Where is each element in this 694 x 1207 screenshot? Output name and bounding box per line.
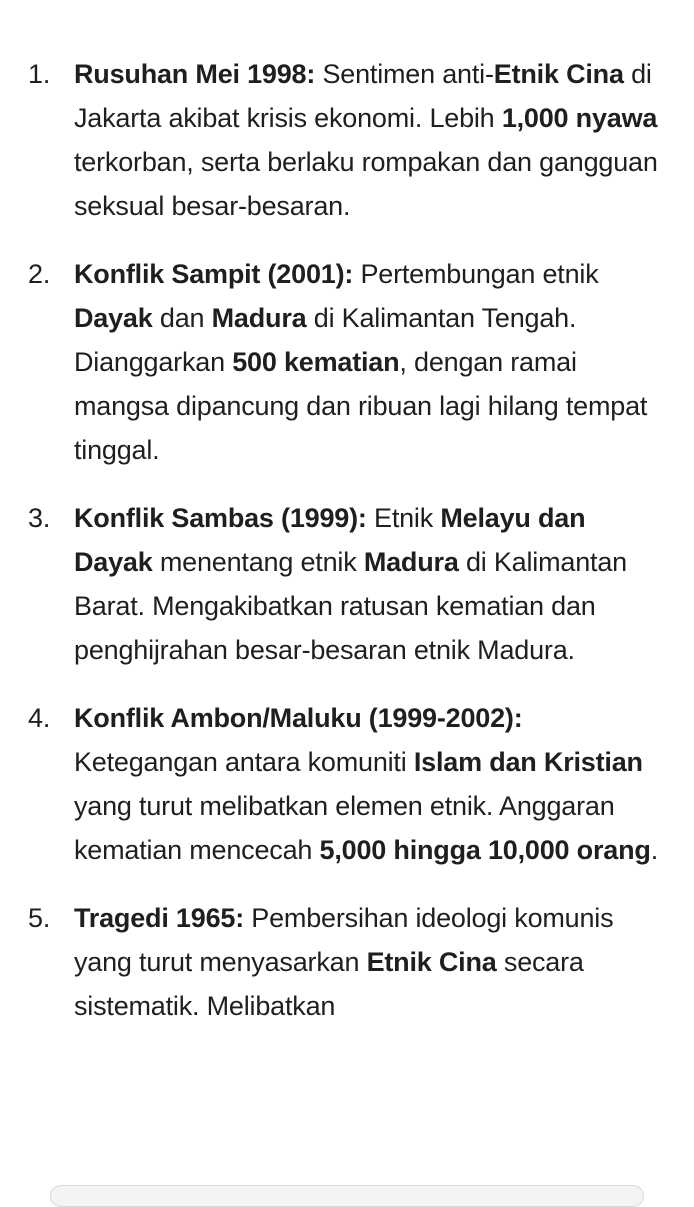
text-run: Ketegangan antara komuniti [74,747,414,777]
text-run: , dengan ramai mangsa dipancung dan ribuan lagi hilang tempat tinggal. [74,347,648,465]
list-item [0,496,694,672]
list-item [0,52,694,228]
text-run: di Kalimantan Tengah. Dianggarkan [74,303,577,377]
text-run: Pembersihan ideologi komunis yang turut menyasarkan [74,903,614,977]
list-item-text [74,903,613,1021]
bold-text: Madura [211,303,307,333]
text-run: dan [152,303,212,333]
bold-text: Etnik Cina [493,59,624,89]
list-item-number: 1. [28,59,51,89]
list-item-text [74,259,647,465]
list-item-number: 5. [28,903,51,933]
bold-text: Dayak [74,303,153,333]
numbered-list [0,52,694,1052]
text-run: menentang etnik [152,547,364,577]
text-run: Sentimen anti- [315,59,494,89]
list-item-number: 4. [28,703,51,733]
bold-text: Konflik Sambas (1999): [74,503,367,533]
bold-text: Rusuhan Mei 1998: [74,59,316,89]
bold-text: Islam dan Kristian [413,747,643,777]
list-item-text [74,503,627,665]
bold-text: Konflik Ambon/Maluku (1999-2002): [74,703,523,733]
list-item-text [74,703,658,865]
bold-text: 1,000 nyawa [501,103,658,133]
bold-text: 500 kematian [232,347,400,377]
list-item [0,252,694,472]
list-item-text [74,59,658,221]
text-run: yang turut melibatkan elemen etnik. Anggaran kematian mencecah [74,791,615,865]
list-item-number: 3. [28,503,51,533]
text-run: secara sistematik. Melibatkan [74,947,584,1021]
bold-text: Konflik Sampit (2001): [74,259,354,289]
bold-text: Madura [363,547,459,577]
list-item-number: 2. [28,259,51,289]
text-run: di Jakarta akibat krisis ekonomi. Lebih [74,59,652,133]
text-run: Etnik [366,503,441,533]
bold-text: 5,000 hingga 10,000 orang [319,835,651,865]
bold-text: Etnik Cina [366,947,497,977]
text-run: terkorban, serta berlaku rompakan dan gangguan seksual besar-besaran. [74,147,658,221]
bold-text: Tragedi 1965: [74,903,244,933]
list-item [0,696,694,872]
list-item [0,896,694,1028]
text-run: . [650,835,658,865]
text-run: di Kalimantan Barat. Mengakibatkan ratusan kematian dan penghijrahan besar-besaran etnik Madura. [74,547,627,665]
bold-text: Melayu dan Dayak [74,503,586,577]
bottom-input-bar[interactable] [50,1185,644,1207]
text-run: Pertembungan etnik [353,259,599,289]
